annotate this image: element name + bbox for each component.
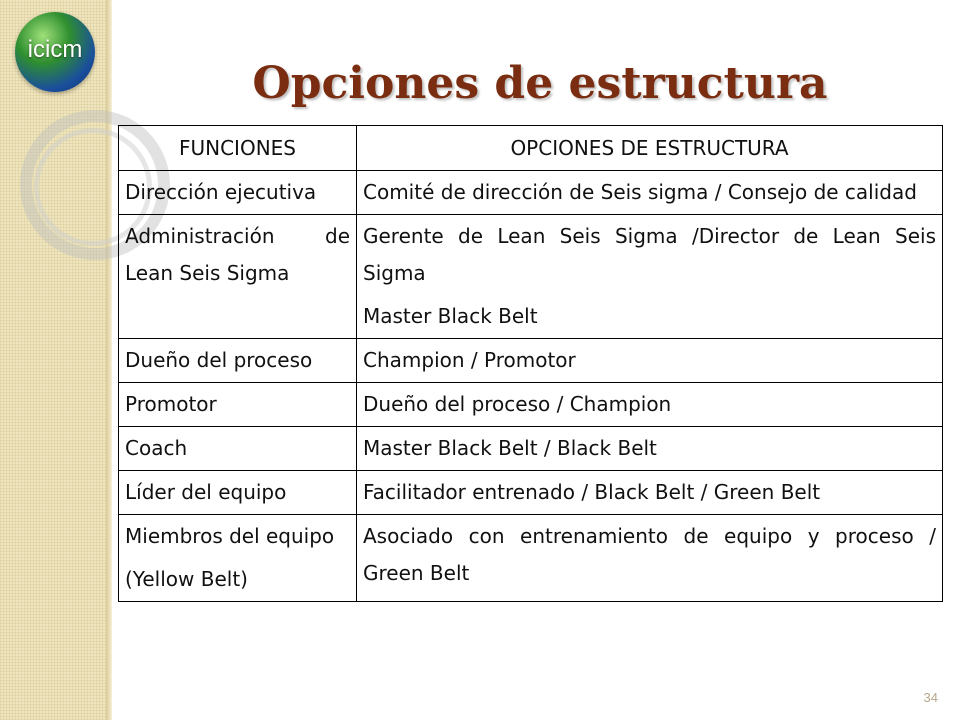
cell-opciones — [357, 427, 943, 471]
table-header-row — [119, 126, 943, 171]
cell-funcion: Líder del equipo — [119, 471, 357, 515]
table-row — [119, 339, 943, 383]
cell-opciones — [357, 471, 943, 515]
band-stripe — [106, 0, 112, 720]
cell-text: Master Black Belt / Black Belt — [363, 436, 657, 460]
cell-text: Comité de dirección de Seis sigma / Consejo de calidad — [363, 180, 917, 204]
table-row — [119, 515, 943, 602]
left-decorative-band — [0, 0, 107, 720]
table-row — [119, 427, 943, 471]
table-row — [119, 215, 943, 339]
cell-text: Gerente de Lean Seis Sigma /Director de Lean Seis Sigma — [363, 224, 936, 285]
cell-opciones — [357, 515, 943, 602]
cell-text: Facilitador entrenado / Black Belt / Green Belt — [363, 480, 821, 504]
cell-opciones — [357, 215, 943, 339]
cell-text: Dueño del proceso / Champion — [363, 392, 672, 416]
cell-text: Master Black Belt — [363, 304, 538, 328]
page-title: Opciones de estructura — [252, 58, 828, 109]
cell-funcion: Administración de Lean Seis Sigma — [119, 215, 357, 339]
header-opciones: OPCIONES DE ESTRUCTURA — [357, 126, 943, 171]
table-row — [119, 383, 943, 427]
cell-funcion: Coach — [119, 427, 357, 471]
table-row — [119, 471, 943, 515]
cell-funcion: Promotor — [119, 383, 357, 427]
cell-opciones — [357, 383, 943, 427]
cell-funcion: Dirección ejecutiva — [119, 171, 357, 215]
cell-text: Champion / Promotor — [363, 348, 576, 372]
cell-funcion: Dueño del proceso — [119, 339, 357, 383]
cell-text: Asociado con entrenamiento de equipo y proceso / Green Belt — [363, 524, 936, 585]
cell-text: Miembros del equipo — [125, 524, 335, 548]
table-row — [119, 171, 943, 215]
cell-opciones — [357, 171, 943, 215]
page-number: 34 — [923, 690, 938, 705]
cell-text: (Yellow Belt) — [125, 567, 248, 591]
cell-opciones — [357, 339, 943, 383]
cell-funcion — [119, 515, 357, 602]
logo-text: icicm — [27, 36, 83, 63]
structure-table — [118, 125, 943, 602]
structure-table-container — [118, 125, 942, 602]
header-funciones: FUNCIONES — [119, 126, 357, 171]
